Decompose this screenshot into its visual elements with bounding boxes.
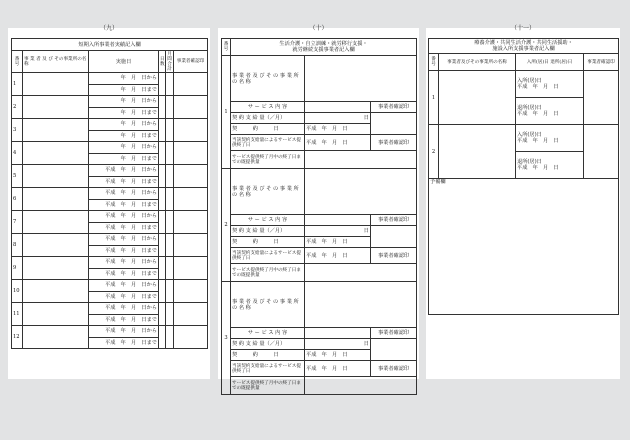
provider-label: 事 業 者 及 び そ の 事 業 所 の 名 称 <box>231 169 305 215</box>
move-out-date-cell[interactable] <box>516 152 584 179</box>
header-days: 日数 <box>159 51 166 73</box>
monthly-cell[interactable] <box>166 303 174 326</box>
residential-table <box>428 38 619 315</box>
used-amount-label: サービス提供終了月中の終了日までの既提供量 <box>231 151 305 169</box>
date-to[interactable]: 年 月 日まで <box>89 130 159 142</box>
table-row <box>222 377 417 395</box>
confirm-stamp[interactable] <box>584 125 619 179</box>
page-section-10 <box>218 25 419 391</box>
confirm-stamp[interactable] <box>371 113 417 135</box>
table-row <box>12 73 208 85</box>
section-10-number: （十） <box>309 25 328 32</box>
confirm-stamp[interactable] <box>174 234 208 257</box>
confirm-label: 事業者確認印 <box>371 248 417 264</box>
section-11-number: （十一） <box>510 25 535 32</box>
header-confirm: 事業者確認印 <box>174 51 208 73</box>
row-number: 10 <box>12 280 23 303</box>
monthly-cell[interactable] <box>166 73 174 96</box>
monthly-cell[interactable] <box>166 234 174 257</box>
service-label: サ ー ビ ス 内 容 <box>231 102 305 113</box>
row-number: 1 <box>12 73 23 96</box>
provider-cell[interactable] <box>23 165 89 188</box>
days-cell[interactable] <box>159 257 166 280</box>
table-row <box>12 165 208 177</box>
header-date: 実施日 <box>89 51 159 73</box>
contract-date-value[interactable]: 平成 年 月 日 <box>305 237 371 248</box>
move-in-label: 入所(居)日 <box>517 78 542 84</box>
date-to[interactable]: 平成 年 月 日まで <box>89 222 159 234</box>
row-number: 2 <box>12 96 23 119</box>
table-row <box>222 113 417 124</box>
contract-date-value[interactable]: 平成 年 月 日 <box>305 350 371 361</box>
date-from[interactable]: 平成 年 月 日から <box>89 188 159 200</box>
used-amount-label: サービス提供終了月中の終了日までの既提供量 <box>231 264 305 282</box>
table-row <box>12 234 208 246</box>
date-from[interactable]: 平成 年 月 日から <box>89 234 159 246</box>
end-date-label: 当該契約支給量によるサービス提供終了日 <box>231 361 305 377</box>
table-row <box>222 169 417 215</box>
table-row <box>12 142 208 154</box>
date-from[interactable]: 平成 年 月 日から <box>89 303 159 315</box>
confirm-stamp[interactable] <box>174 326 208 349</box>
move-in-date-cell[interactable] <box>516 125 584 152</box>
date-from[interactable]: 年 月 日から <box>89 119 159 131</box>
row-number: 1 <box>429 71 439 125</box>
date-from[interactable]: 平成 年 月 日から <box>89 326 159 338</box>
date-to[interactable]: 年 月 日まで <box>89 107 159 119</box>
provider-cell[interactable] <box>439 125 516 179</box>
date-from[interactable]: 平成 年 月 日から <box>89 280 159 292</box>
contract-date-label: 契 約 日 <box>231 237 305 248</box>
date-to[interactable]: 平成 年 月 日まで <box>89 268 159 280</box>
provider-cell[interactable] <box>23 234 89 257</box>
move-out-label: 退所(居)日 <box>517 105 542 111</box>
table-row <box>222 135 417 151</box>
section-9-title: 短期入所事業者実績記入欄 <box>12 39 208 51</box>
section-11-title <box>429 39 619 54</box>
table-row <box>222 226 417 237</box>
table-row <box>222 248 417 264</box>
service-value[interactable] <box>305 328 371 339</box>
confirm-stamp[interactable] <box>371 226 417 248</box>
header-monthly: 月間合計 <box>167 51 172 72</box>
days-cell[interactable] <box>159 188 166 211</box>
page-section-11 <box>426 25 620 379</box>
move-in-date[interactable]: 平成 年 月 日 <box>517 84 559 90</box>
provider-value[interactable] <box>305 169 417 215</box>
contract-amount-unit[interactable]: 日 <box>305 113 371 124</box>
section-10-title-line1: 生活介護・自立訓練・就労移行支援・ <box>279 41 368 47</box>
monthly-cell[interactable] <box>166 142 174 165</box>
table-row <box>222 328 417 339</box>
table-row <box>12 119 208 131</box>
move-out-date[interactable]: 平成 年 月 日 <box>517 111 559 117</box>
table-row <box>222 151 417 169</box>
confirm-stamp[interactable] <box>174 142 208 165</box>
date-from[interactable]: 年 月 日から <box>89 96 159 108</box>
provider-cell[interactable] <box>23 73 89 96</box>
days-cell[interactable] <box>159 96 166 119</box>
provider-cell[interactable] <box>23 211 89 234</box>
confirm-stamp[interactable] <box>174 257 208 280</box>
end-date-label: 当該契約支給量によるサービス提供終了日 <box>231 248 305 264</box>
confirm-label: 事業者確認印 <box>371 361 417 377</box>
table-row <box>222 215 417 226</box>
monthly-cell[interactable] <box>166 326 174 349</box>
section-10-num-header: 番号 <box>222 39 231 56</box>
date-to[interactable]: 年 月 日まで <box>89 153 159 165</box>
row-number: 6 <box>12 188 23 211</box>
date-from[interactable]: 平成 年 月 日から <box>89 165 159 177</box>
table-row <box>222 102 417 113</box>
block-number: 2 <box>222 169 231 282</box>
table-row <box>12 96 208 108</box>
provider-cell[interactable] <box>23 96 89 119</box>
days-cell[interactable] <box>159 234 166 257</box>
page-section-9 <box>8 25 210 379</box>
used-amount-value[interactable] <box>305 377 417 395</box>
table-row <box>12 211 208 223</box>
monthly-cell[interactable] <box>166 96 174 119</box>
end-date-label: 当該契約支給量によるサービス提供終了日 <box>231 135 305 151</box>
section-11-title-line2: 施設入所支援事業者記入欄 <box>492 46 555 52</box>
table-row <box>222 56 417 102</box>
confirm-stamp[interactable] <box>174 211 208 234</box>
days-cell[interactable] <box>159 303 166 326</box>
confirm-stamp[interactable] <box>174 303 208 326</box>
monthly-cell[interactable] <box>166 119 174 142</box>
used-amount-value[interactable] <box>305 151 417 169</box>
days-cell[interactable] <box>159 326 166 349</box>
provider-cell[interactable] <box>23 257 89 280</box>
provider-cell[interactable] <box>439 71 516 125</box>
row-number: 12 <box>12 326 23 349</box>
confirm-stamp[interactable] <box>174 119 208 142</box>
confirm-stamp[interactable] <box>371 339 417 361</box>
confirm-label: 事業者確認印 <box>371 135 417 151</box>
row-number: 8 <box>12 234 23 257</box>
date-to[interactable]: 平成 年 月 日まで <box>89 337 159 349</box>
provider-cell[interactable] <box>23 280 89 303</box>
s11-header-dates: 入所(居)日 退所(居)日 <box>516 54 584 71</box>
days-cell[interactable] <box>159 142 166 165</box>
row-number: 5 <box>12 165 23 188</box>
used-amount-label: サービス提供終了月中の終了日までの既提供量 <box>231 377 305 395</box>
provider-cell[interactable] <box>23 188 89 211</box>
table-row <box>429 125 619 152</box>
move-out-date-cell[interactable] <box>516 98 584 125</box>
row-number: 2 <box>429 125 439 179</box>
table-row <box>12 280 208 292</box>
provider-value[interactable] <box>305 282 417 328</box>
contract-date-value[interactable]: 平成 年 月 日 <box>305 124 371 135</box>
service-label: サ ー ビ ス 内 容 <box>231 215 305 226</box>
move-in-label: 入所(居)日 <box>517 132 542 138</box>
provider-value[interactable] <box>305 56 417 102</box>
monthly-cell[interactable] <box>166 211 174 234</box>
block-number: 3 <box>222 282 231 395</box>
days-cell[interactable] <box>159 73 166 96</box>
s11-header-confirm: 事業者確認印 <box>584 54 619 71</box>
row-number: 4 <box>12 142 23 165</box>
confirm-stamp[interactable] <box>174 73 208 96</box>
contract-amount-label: 契 約 支 給 量（／月） <box>231 113 305 124</box>
daily-activity-table <box>221 38 417 395</box>
provider-cell[interactable] <box>23 326 89 349</box>
row-number: 11 <box>12 303 23 326</box>
move-in-date[interactable]: 平成 年 月 日 <box>517 138 559 144</box>
section-10-title-line2: 就労継続支援事業者記入欄 <box>292 47 355 53</box>
contract-amount-unit[interactable]: 日 <box>305 339 371 350</box>
short-stay-table <box>11 38 208 349</box>
service-value[interactable] <box>305 215 371 226</box>
confirm-stamp[interactable] <box>584 71 619 125</box>
provider-label: 事 業 者 及 び そ の 事 業 所 の 名 称 <box>231 282 305 328</box>
reserve-field[interactable]: 予備欄 <box>429 179 619 315</box>
row-number: 3 <box>12 119 23 142</box>
date-from[interactable]: 年 月 日から <box>89 73 159 85</box>
monthly-cell[interactable] <box>166 280 174 303</box>
date-to[interactable]: 平成 年 月 日まで <box>89 245 159 257</box>
header-num: 番号 <box>12 51 23 73</box>
end-date-value[interactable]: 平成 年 月 日 <box>305 361 371 377</box>
contract-date-label: 契 約 日 <box>231 350 305 361</box>
monthly-cell[interactable] <box>166 257 174 280</box>
table-row <box>12 257 208 269</box>
confirm-stamp[interactable] <box>174 280 208 303</box>
monthly-cell[interactable] <box>166 165 174 188</box>
provider-cell[interactable] <box>23 142 89 165</box>
confirm-label: 事業者確認印 <box>371 102 417 113</box>
section-9-number: （九） <box>99 25 118 32</box>
confirm-stamp[interactable] <box>174 188 208 211</box>
confirm-stamp[interactable] <box>174 96 208 119</box>
days-cell[interactable] <box>159 119 166 142</box>
date-from[interactable]: 年 月 日から <box>89 142 159 154</box>
days-cell[interactable] <box>159 165 166 188</box>
move-out-date[interactable]: 平成 年 月 日 <box>517 165 559 171</box>
used-amount-value[interactable] <box>305 264 417 282</box>
table-row <box>222 361 417 377</box>
days-cell[interactable] <box>159 280 166 303</box>
confirm-stamp[interactable] <box>174 165 208 188</box>
date-from[interactable]: 平成 年 月 日から <box>89 211 159 223</box>
date-to[interactable]: 平成 年 月 日まで <box>89 314 159 326</box>
table-row <box>222 282 417 328</box>
move-in-date-cell[interactable] <box>516 71 584 98</box>
monthly-cell[interactable] <box>166 188 174 211</box>
date-to[interactable]: 年 月 日まで <box>89 84 159 96</box>
table-row <box>12 326 208 338</box>
provider-cell[interactable] <box>23 303 89 326</box>
provider-cell[interactable] <box>23 119 89 142</box>
contract-amount-unit[interactable]: 日 <box>305 226 371 237</box>
table-row <box>12 303 208 315</box>
contract-amount-label: 契 約 支 給 量（／月） <box>231 226 305 237</box>
confirm-label: 事業者確認印 <box>371 215 417 226</box>
s11-header-provider: 事業者及びその事業所の名称 <box>439 54 516 71</box>
row-number: 7 <box>12 211 23 234</box>
block-number: 1 <box>222 56 231 169</box>
section-10-title <box>231 39 417 56</box>
table-row <box>222 264 417 282</box>
confirm-label: 事業者確認印 <box>371 328 417 339</box>
date-to[interactable]: 平成 年 月 日まで <box>89 199 159 211</box>
move-out-label: 退所(居)日 <box>517 159 542 165</box>
s11-header-num: 番号 <box>429 54 439 71</box>
contract-date-label: 契 約 日 <box>231 124 305 135</box>
provider-label: 事 業 者 及 び そ の 事 業 所 の 名 称 <box>231 56 305 102</box>
section-11-title-line1: 療養介護・共同生活介護・共同生活援助・ <box>474 40 573 46</box>
end-date-value[interactable]: 平成 年 月 日 <box>305 248 371 264</box>
header-provider: 事 業 者 及 び その事業所の名称 <box>23 51 89 73</box>
days-cell[interactable] <box>159 211 166 234</box>
service-value[interactable] <box>305 102 371 113</box>
end-date-value[interactable]: 平成 年 月 日 <box>305 135 371 151</box>
contract-amount-label: 契 約 支 給 量（／月） <box>231 339 305 350</box>
table-row <box>12 188 208 200</box>
date-to[interactable]: 平成 年 月 日まで <box>89 291 159 303</box>
service-label: サ ー ビ ス 内 容 <box>231 328 305 339</box>
table-row <box>222 339 417 350</box>
date-to[interactable]: 平成 年 月 日まで <box>89 176 159 188</box>
row-number: 9 <box>12 257 23 280</box>
table-row <box>429 71 619 98</box>
date-from[interactable]: 平成 年 月 日から <box>89 257 159 269</box>
